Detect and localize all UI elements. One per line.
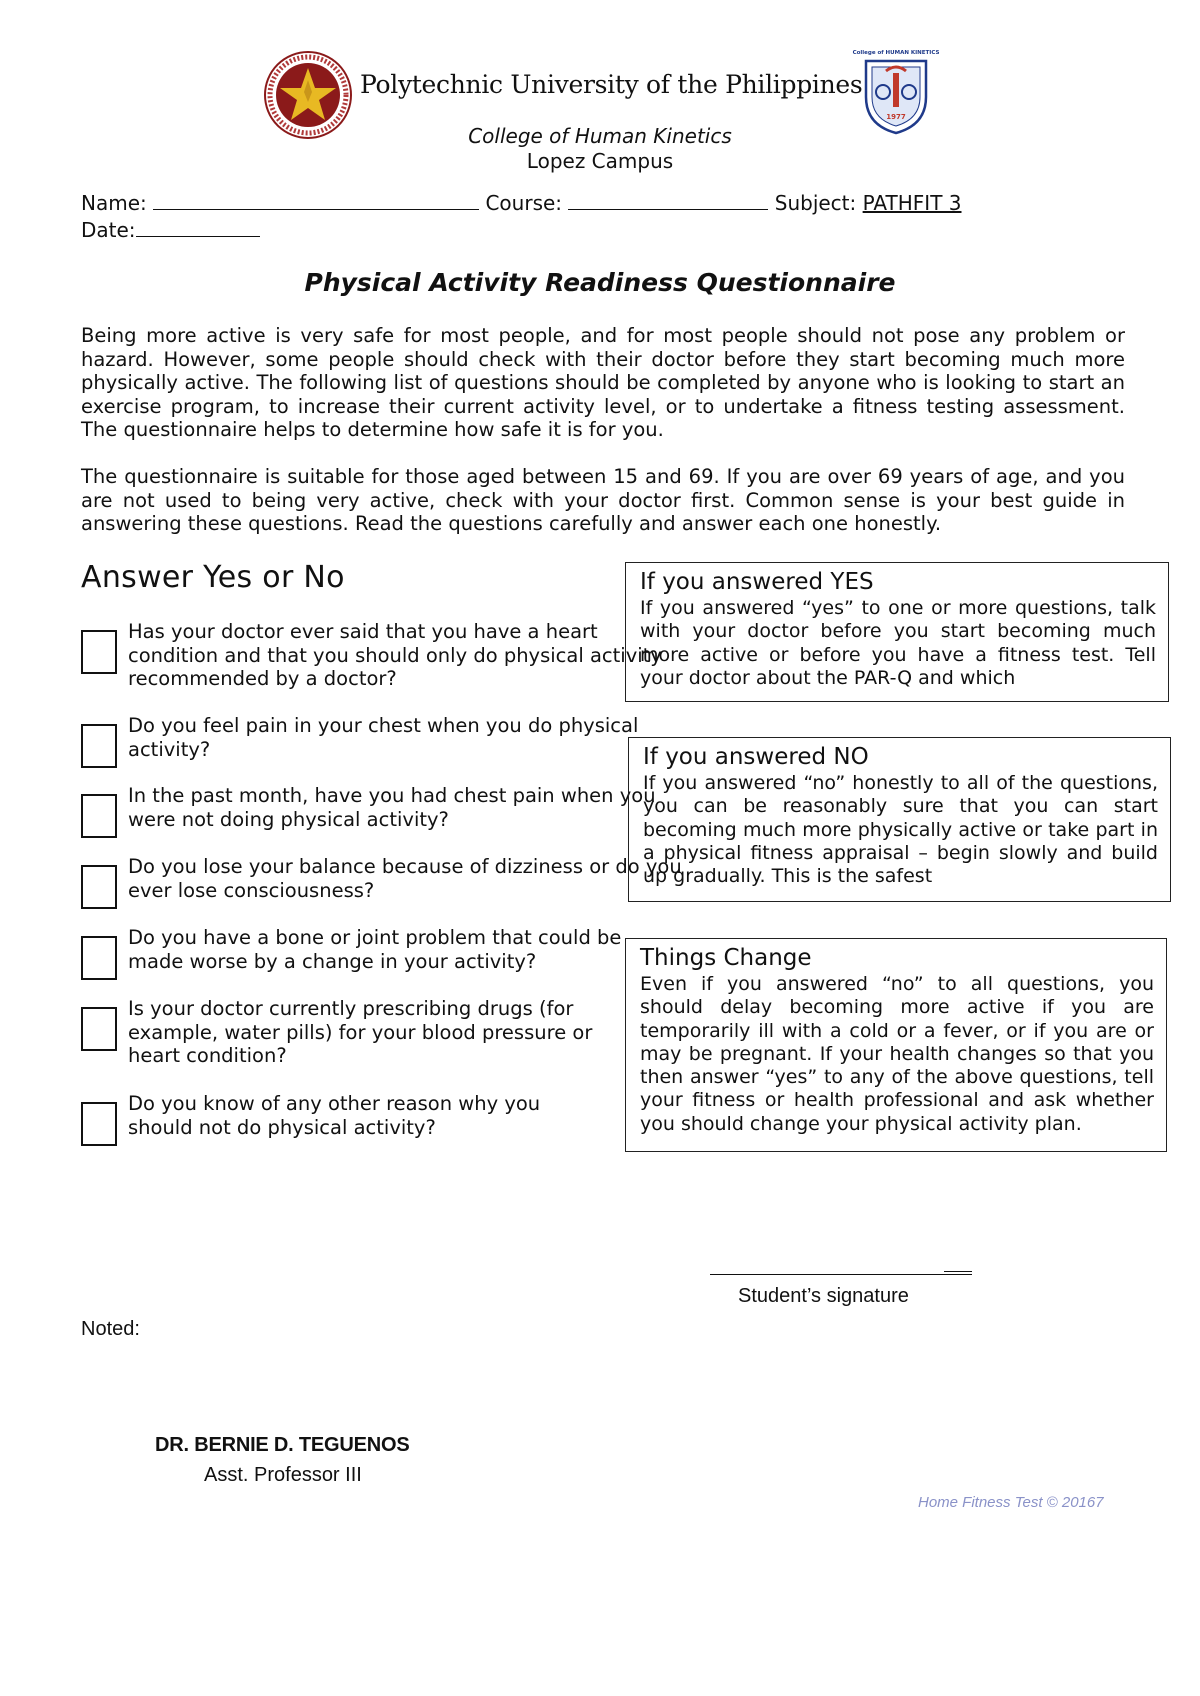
question-3-checkbox[interactable]: [81, 794, 117, 838]
question-item: [81, 997, 641, 1067]
info-change-body: Even if you answered “no” to all questions, you should delay becoming more active if you are temporarily ill with a cold or a fever, or if you are or may be pregnant. If your health changes so that you then answer “yes” to any of the above questions, tell your fitness or health professional and ask whether you should change your physical activity plan.: [640, 973, 1154, 1135]
answer-heading: Answer Yes or No: [81, 560, 345, 595]
student-fields: [81, 191, 962, 215]
date-row: [81, 218, 260, 242]
question-4-text: Do you lose your balance because of dizziness or do you ever lose consciousness?: [128, 855, 682, 902]
intro-paragraph-1: Being more active is very safe for most people, and for most people should not pose any problem or hazard. However, some people should check with their doctor before they start becoming much more physically active. The following list of questions should be completed by anyone who is looking to start an exercise program, to increase their current activity level, or to undertake a fitness testing assessment. The questionnaire helps to determine how safe it is for you.: [81, 324, 1125, 441]
noted-label: Noted:: [81, 1318, 140, 1340]
info-box-things-change: [625, 938, 1167, 1152]
question-7-checkbox[interactable]: [81, 1102, 117, 1146]
info-yes-body: If you answered “yes” to one or more questions, talk with your doctor before you start becoming much more active or before you have a fitness test. Tell your doctor about the PAR-Q and which: [640, 597, 1156, 689]
intro-paragraph-2: The questionnaire is suitable for those aged between 15 and 69. If you are over 69 years of age, and you are not used to being very active, check with your doctor first. Common sense is your best guide in answering these questions. Read the questions carefully and answer each one honestly.: [81, 465, 1125, 535]
question-6-checkbox[interactable]: [81, 1007, 117, 1051]
college-logo-text: College of HUMAN KINETICS: [852, 50, 940, 56]
question-2-text: Do you feel pain in your chest when you do physical activity?: [128, 714, 639, 761]
college-logo: [852, 47, 940, 135]
question-2-checkbox[interactable]: [81, 724, 117, 768]
question-5-text: Do you have a bone or joint problem that could be made worse by a change in your activity?: [128, 926, 622, 973]
college-name: College of Human Kinetics: [468, 124, 732, 148]
college-logo-year: 1977: [886, 113, 906, 121]
info-yes-title: If you answered YES: [640, 569, 874, 595]
question-7-text: Do you know of any other reason why you should not do physical activity?: [128, 1092, 541, 1139]
date-label: Date:: [81, 218, 136, 242]
question-item: [81, 926, 641, 986]
page-title: Physical Activity Readiness Questionnaire: [304, 268, 896, 297]
subject-value: PATHFIT 3: [862, 191, 962, 215]
info-no-body: If you answered “no” honestly to all of the questions, you can be reasonably sure that you can start becoming much more physically active or take part in a physical fitness appraisal – begin slowly and build up gradually. This is the safest: [643, 772, 1158, 888]
info-box-no: [628, 737, 1171, 902]
question-3-text: In the past month, have you had chest pain when you were not doing physical activity?: [128, 784, 656, 831]
signature-label: Student’s signature: [738, 1285, 909, 1307]
course-label: Course:: [485, 191, 563, 215]
question-item: [81, 1092, 641, 1152]
course-field[interactable]: [568, 191, 768, 210]
info-box-yes: [625, 562, 1169, 702]
professor-name: DR. BERNIE D. TEGUENOS: [155, 1434, 410, 1456]
question-item: [81, 784, 656, 844]
info-change-title: Things Change: [640, 945, 812, 971]
signature-line-tick: [944, 1271, 972, 1272]
info-no-title: If you answered NO: [643, 744, 869, 770]
subject-label: Subject:: [774, 191, 857, 215]
question-1-text: Has your doctor ever said that you have a heart condition and that you should only do physical activity recommended by a doctor?: [128, 620, 662, 690]
campus-name: Lopez Campus: [526, 149, 674, 173]
question-4-checkbox[interactable]: [81, 865, 117, 909]
question-5-checkbox[interactable]: [81, 936, 117, 980]
question-item: [81, 855, 682, 915]
question-item: [81, 620, 662, 690]
signature-line[interactable]: [710, 1274, 972, 1275]
question-item: [81, 714, 641, 774]
professor-title: Asst. Professor III: [204, 1464, 362, 1486]
date-field[interactable]: [136, 218, 260, 237]
name-field[interactable]: [153, 191, 479, 210]
university-name: Polytechnic University of the Philippines: [360, 70, 863, 99]
question-6-text: Is your doctor currently prescribing drugs (for example, water pills) for your blood pressure or heart condition?: [128, 997, 593, 1067]
question-1-checkbox[interactable]: [81, 630, 117, 674]
footer-credit: Home Fitness Test © 20167: [918, 1494, 1104, 1511]
name-label: Name:: [81, 191, 147, 215]
